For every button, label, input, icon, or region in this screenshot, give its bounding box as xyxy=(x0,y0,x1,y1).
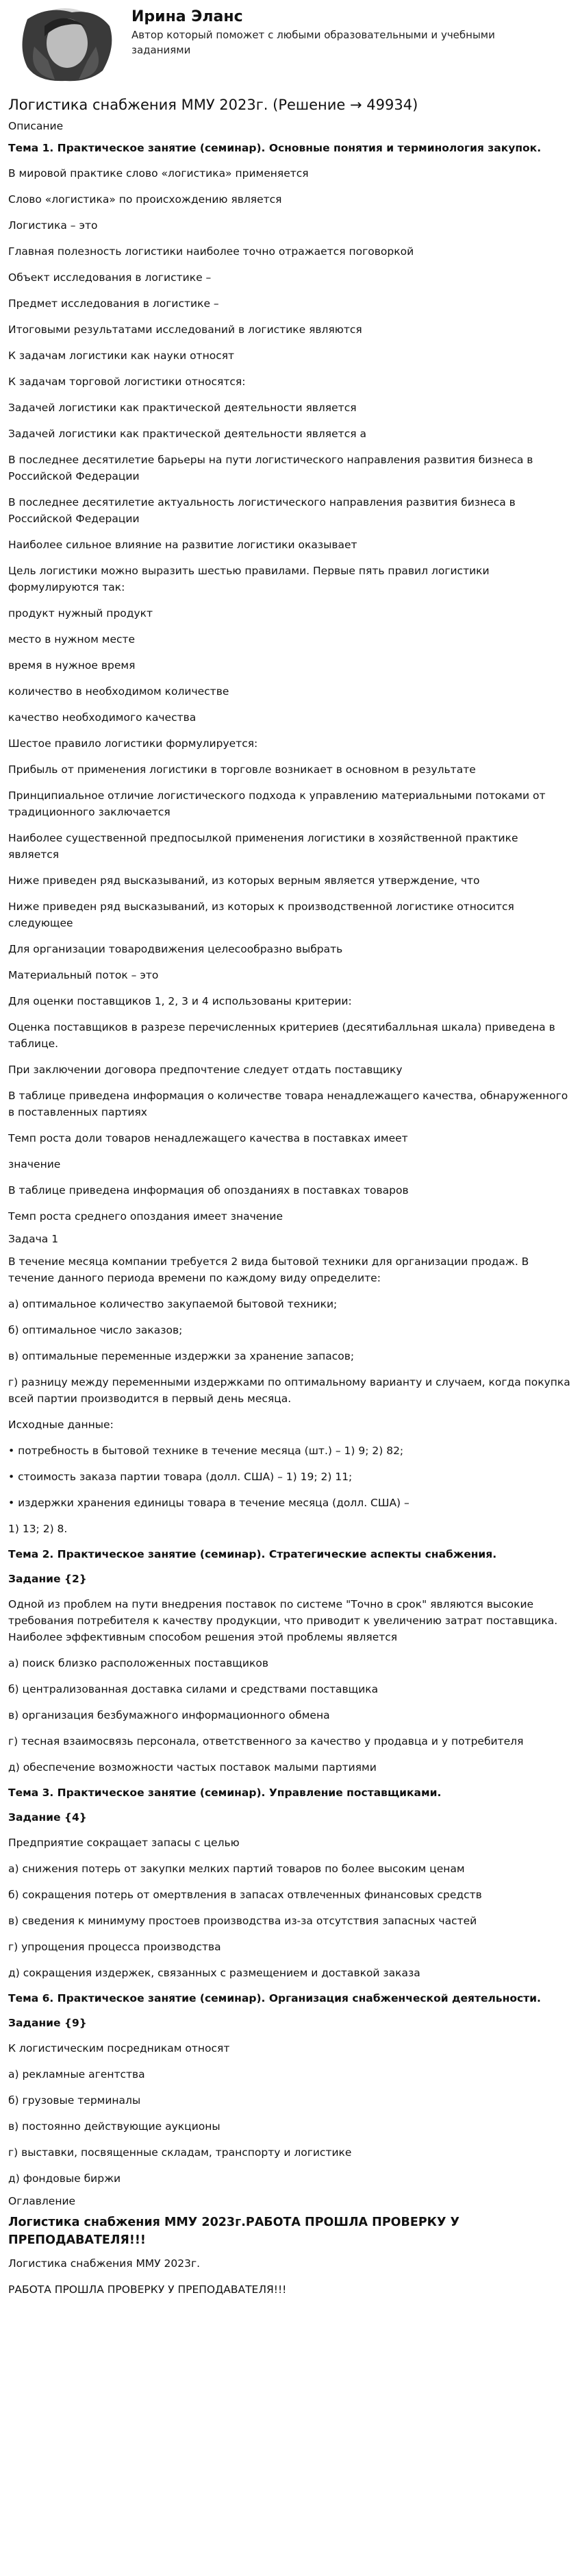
description-label: Описание xyxy=(8,120,64,132)
paragraph: • потребность в бытовой технике в течение месяца (шт.) – 1) 9; 2) 82; xyxy=(8,1445,404,1457)
paragraph: Цель логистики можно выразить шестью правилами. Первые пять правил логистики формулируются так: xyxy=(8,565,490,593)
paragraph: г) разницу между переменными издержками по оптимальному варианту и случаем, когда покупка всей партии производится в первый день месяца. xyxy=(8,1376,570,1405)
paragraph: а) оптимальное количество закупаемой бытовой техники; xyxy=(8,1298,338,1310)
paragraph: В мировой практике слово «логистика» применяется xyxy=(8,167,309,180)
paragraph: г) выставки, посвященные складам, транспорту и логистике xyxy=(8,2146,352,2159)
paragraph: В последнее десятилетие актуальность логистического направления развития бизнеса в Российской Федерации xyxy=(8,496,516,525)
paragraph: г) тесная взаимосвязь персонала, ответственного за качество у продавца и у потребителя xyxy=(8,1735,524,1747)
author-header xyxy=(8,5,572,90)
paragraph: Слово «логистика» по происхождению является xyxy=(8,193,282,206)
paragraph: В течение месяца компании требуется 2 вида бытовой техники для организации продаж. В течение данного периода времени по каждому виду определите: xyxy=(8,1255,529,1284)
section-heading: Задание {2} xyxy=(8,1573,87,1585)
paragraph: время в нужное время xyxy=(8,659,136,672)
paragraph: б) сокращения потерь от омертвления в запасах отвлеченных финансовых средств xyxy=(8,1889,482,1901)
paragraph: Для оценки поставщиков 1, 2, 3 и 4 использованы критерии: xyxy=(8,995,352,1007)
paragraph: Прибыль от применения логистики в торговле возникает в основном в результате xyxy=(8,763,476,776)
paragraph: • издержки хранения единицы товара в течение месяца (долл. США) – xyxy=(8,1497,409,1509)
paragraph: Логистика снабжения ММУ 2023г. xyxy=(8,2257,201,2270)
paragraph: б) оптимальное число заказов; xyxy=(8,1324,183,1336)
paragraph: г) упрощения процесса производства xyxy=(8,1941,221,1953)
paragraph: д) фондовые биржи xyxy=(8,2172,121,2185)
paragraph: Одной из проблем на пути внедрения поставок по системе "Точно в срок" являются высокие требования потребителя к качеству продукции, что приводит к увеличению затрат поставщика. Наиболее эффективным способом решения этой проблемы является xyxy=(8,1598,558,1643)
paragraph: продукт нужный продукт xyxy=(8,607,153,620)
paragraph: в) оптимальные переменные издержки за хранение запасов; xyxy=(8,1350,355,1362)
paragraph: в) сведения к минимуму простоев производства из-за отсутствия запасных частей xyxy=(8,1915,477,1927)
paragraph: Материальный поток – это xyxy=(8,969,159,981)
document-title: Логистика снабжения ММУ 2023г. (Решение → 49934) xyxy=(8,97,418,113)
paragraph: Задачей логистики как практической деятельности является а xyxy=(8,428,366,440)
paragraph: К задачам логистики как науки относят xyxy=(8,349,235,362)
paragraph: Оценка поставщиков в разрезе перечисленных критериев (десятибалльная шкала) приведена в таблице. xyxy=(8,1021,555,1050)
section-heading: Задание {4} xyxy=(8,1811,87,1824)
section-label: Оглавление xyxy=(8,2195,76,2207)
paragraph: Исходные данные: xyxy=(8,1419,114,1431)
paragraph: Принципиальное отличие логистического подхода к управлению материальными потоками от традиционного заключается xyxy=(8,789,546,818)
paragraph: Предмет исследования в логистике – xyxy=(8,297,219,310)
paragraph: б) централизованная доставка силами и средствами поставщика xyxy=(8,1683,379,1695)
paragraph: Логистика – это xyxy=(8,219,98,232)
paragraph: Темп роста среднего опоздания имеет значение xyxy=(8,1210,283,1223)
paragraph: РАБОТА ПРОШЛА ПРОВЕРКУ У ПРЕПОДАВАТЕЛЯ!!! xyxy=(8,2283,287,2296)
paragraph: К логистическим посредникам относят xyxy=(8,2042,230,2054)
paragraph: Темп роста доли товаров ненадлежащего качества в поставках имеет xyxy=(8,1132,408,1144)
paragraph: В последнее десятилетие барьеры на пути логистического направления развития бизнеса в Российской Федерации xyxy=(8,454,533,482)
section-heading: Тема 2. Практическое занятие (семинар). Стратегические аспекты снабжения. xyxy=(8,1548,497,1560)
paragraph: В таблице приведена информация об опозданиях в поставках товаров xyxy=(8,1184,409,1197)
paragraph: 1) 13; 2) 8. xyxy=(8,1523,68,1535)
section-heading: Задание {9} xyxy=(8,2017,87,2029)
author-description: Автор который поможет с любыми образовательными и учебными заданиями xyxy=(131,29,495,56)
paragraph: В таблице приведена информация о количестве товара ненадлежащего качества, обнаруженного в поставленных партиях xyxy=(8,1090,568,1118)
paragraph: Ниже приведен ряд высказываний, из которых верным является утверждение, что xyxy=(8,874,480,887)
paragraph: Ниже приведен ряд высказываний, из которых к производственной логистике относится следующее xyxy=(8,900,514,929)
paragraph: в) организация безбумажного информационного обмена xyxy=(8,1709,330,1721)
paragraph: Наиболее существенной предпосылкой применения логистики в хозяйственной практике является xyxy=(8,832,518,861)
paragraph: Наиболее сильное влияние на развитие логистики оказывает xyxy=(8,539,357,551)
paragraph: в) постоянно действующие аукционы xyxy=(8,2120,220,2133)
paragraph: Предприятие сокращает запасы с целью xyxy=(8,1837,240,1849)
paragraph: д) сокращения издержек, связанных с размещением и доставкой заказа xyxy=(8,1967,420,1979)
paragraph: Шестое правило логистики формулируется: xyxy=(8,737,258,750)
paragraph: Итоговыми результатами исследований в логистике являются xyxy=(8,323,362,336)
paragraph: количество в необходимом количестве xyxy=(8,685,229,698)
paragraph: К задачам торговой логистики относятся: xyxy=(8,376,246,388)
paragraph: качество необходимого качества xyxy=(8,711,197,724)
paragraph: б) грузовые терминалы xyxy=(8,2094,141,2107)
section-heading: Тема 1. Практическое занятие (семинар). Основные понятия и терминология закупок. xyxy=(8,142,542,154)
paragraph: Для организации товародвижения целесообразно выбрать xyxy=(8,943,343,955)
author-avatar-icon[interactable] xyxy=(7,5,123,82)
paragraph: • стоимость заказа партии товара (долл. США) – 1) 19; 2) 11; xyxy=(8,1471,353,1483)
paragraph: При заключении договора предпочтение следует отдать поставщику xyxy=(8,1064,403,1076)
paragraph: Главная полезность логистики наиболее точно отражается поговоркой xyxy=(8,245,414,258)
section-label: Задача 1 xyxy=(8,1233,59,1245)
paragraph: а) рекламные агентства xyxy=(8,2068,145,2081)
document-body xyxy=(8,136,572,2303)
paragraph: д) обеспечение возможности частых поставок малыми партиями xyxy=(8,1761,377,1774)
paragraph: а) снижения потерь от закупки мелких партий товаров по более высоким ценам xyxy=(8,1863,465,1875)
paragraph: значение xyxy=(8,1158,61,1170)
section-heading: Тема 6. Практическое занятие (семинар). Организация снабженческой деятельности. xyxy=(8,1992,541,2004)
paragraph: а) поиск близко расположенных поставщиков xyxy=(8,1657,268,1669)
author-name[interactable]: Ирина Эланс xyxy=(131,8,243,25)
section-heading: Тема 3. Практическое занятие (семинар). Управление поставщиками. xyxy=(8,1787,442,1799)
paragraph: место в нужном месте xyxy=(8,633,136,646)
paragraph: Объект исследования в логистике – xyxy=(8,271,212,284)
contents-title: Логистика снабжения ММУ 2023г.РАБОТА ПРОШЛА ПРОВЕРКУ У ПРЕПОДАВАТЕЛЯ!!! xyxy=(8,2216,460,2247)
paragraph: Задачей логистики как практической деятельности является xyxy=(8,402,357,414)
